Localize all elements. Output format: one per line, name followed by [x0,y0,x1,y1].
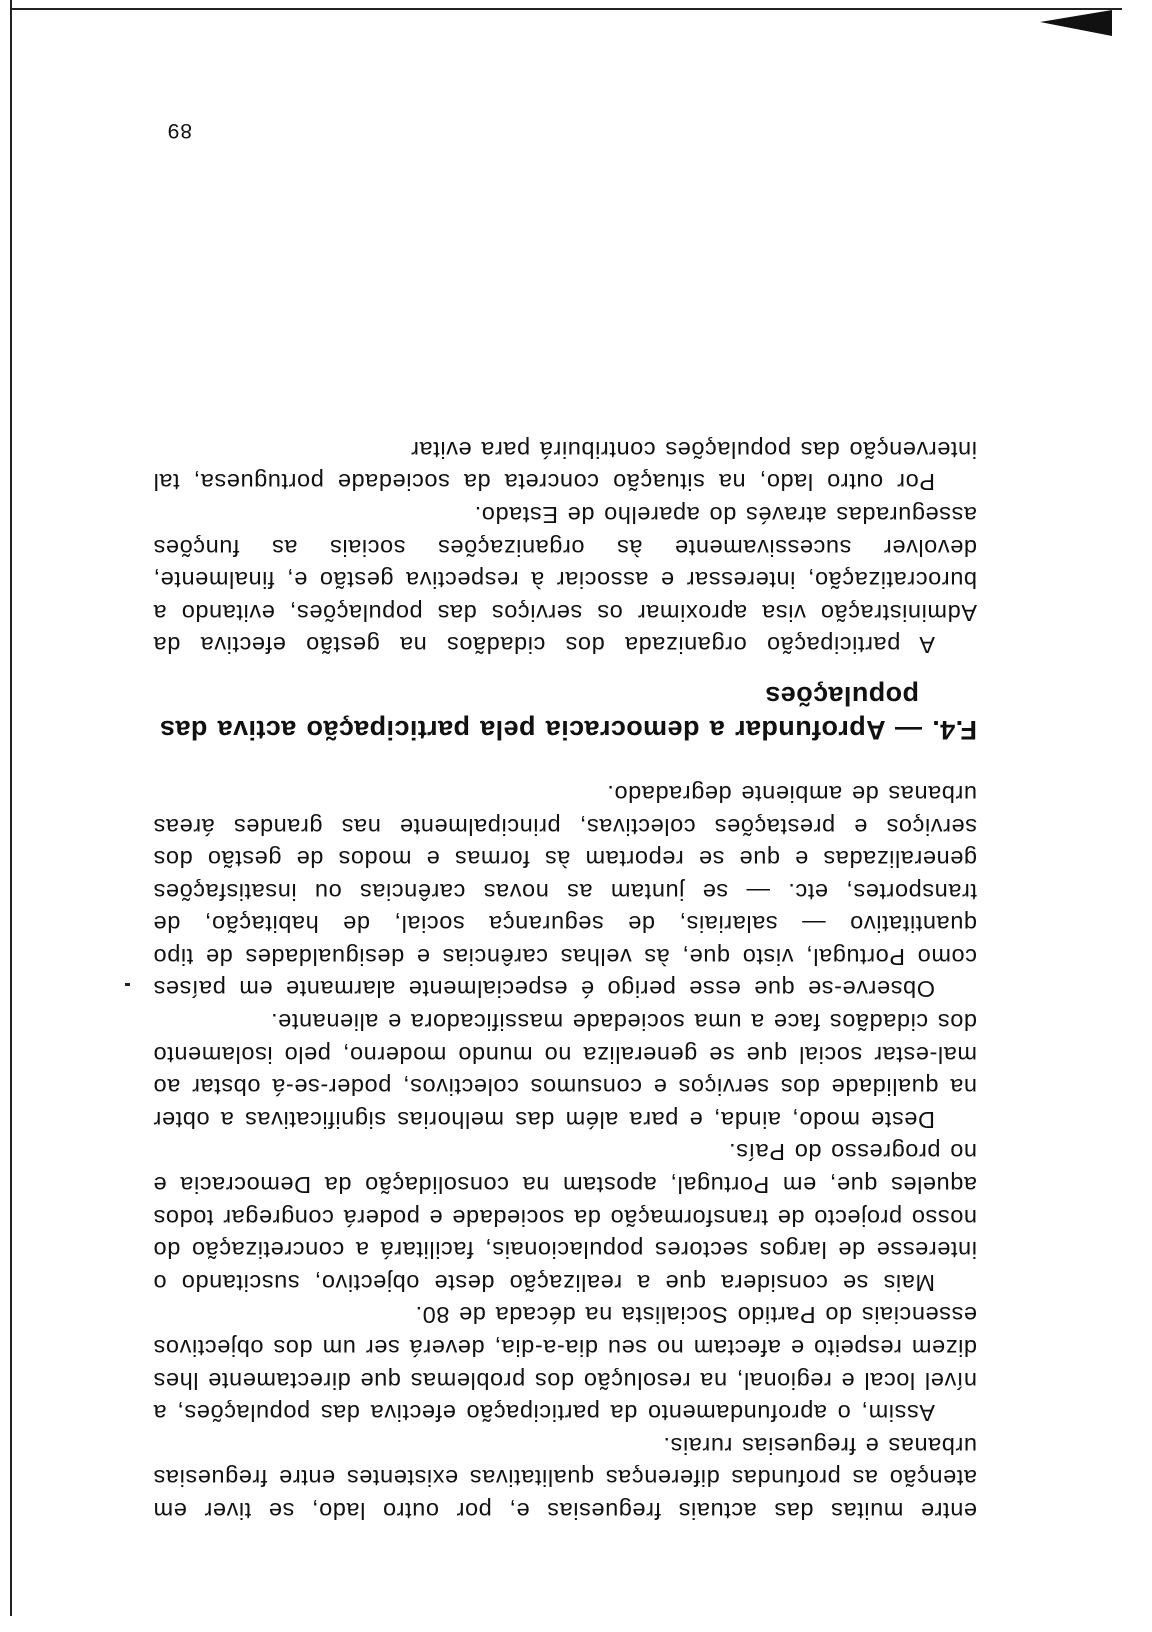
top-margin-rule [10,8,1122,10]
body-paragraph-2: Assim, o aprofundamento da participação efectiva das populações, a nível local e regional, na resolução dos problemas que directamente lhes dizem respeito e afectam no seu dia-a-dia, deverá ser um dos objectivos essenciais do Partido Socialista na década de 80. [153,1302,977,1427]
body-paragraph-5: Observe-se que esse perigo é especialmente alarmante em países como Portugal, visto que, às velhas carências e desigualdades de tipo quantitativo — salariais, de segurança social, de habitação, de transportes, etc. — se juntam as novas carências ou insatisfações generalizadas e que se reportam às formas e modos de gestão dos serviços e prestações colectivas, principalmente nas grandes áreas urbanas de ambiente degradado. [153,780,977,1003]
body-paragraph-3: Mais se considera que a realização deste objectivo, suscitando o interesse de largos sectores populacionais, facilitará a concretização do nosso projecto de transformação da sociedade e poderá congregar todos aqueles que, em Portugal, apostam na consolidação da Democracia e no progresso do País. [153,1139,977,1296]
section-heading: F.4. — Aprofundar a democracia pela participação activa das populações [159,681,977,746]
corner-mark [1040,10,1112,36]
section-paragraph-1: A participação organizada dos cidadãos na gestão efectiva da Administração visa aproximar os serviços das populações, evitando a burocratização, interessar e associar à respectiva gestão e, finalmente, devolver sucessivamente às organizações sociais as funções asseguradas através do aparelho de Estado. [153,501,977,659]
section-paragraph-2: Por outro lado, na situação concreta da sociedade portuguesa, tal intervenção das populações contribuirá para evitar [153,436,977,496]
stray-mark [125,983,130,986]
text-column [153,433,977,1527]
page-number: 89 [166,119,192,142]
body-paragraph-1: entre muitas das actuais freguesias e, por outro lado, se tiver em atenção as profundas diferenças qualitativas existentes entre freguesias urbanas e freguesias rurais. [153,1432,977,1524]
left-margin-rule [10,0,12,1616]
body-paragraph-4: Deste modo, ainda, e para além das melhorias significativas a obter na qualidade dos serviços e consumos colectivos, poder-se-á obstar ao mal-estar social que se generaliza no mundo moderno, pelo isolamento dos cidadãos face a uma sociedade massificadora e alienante. [153,1009,977,1133]
